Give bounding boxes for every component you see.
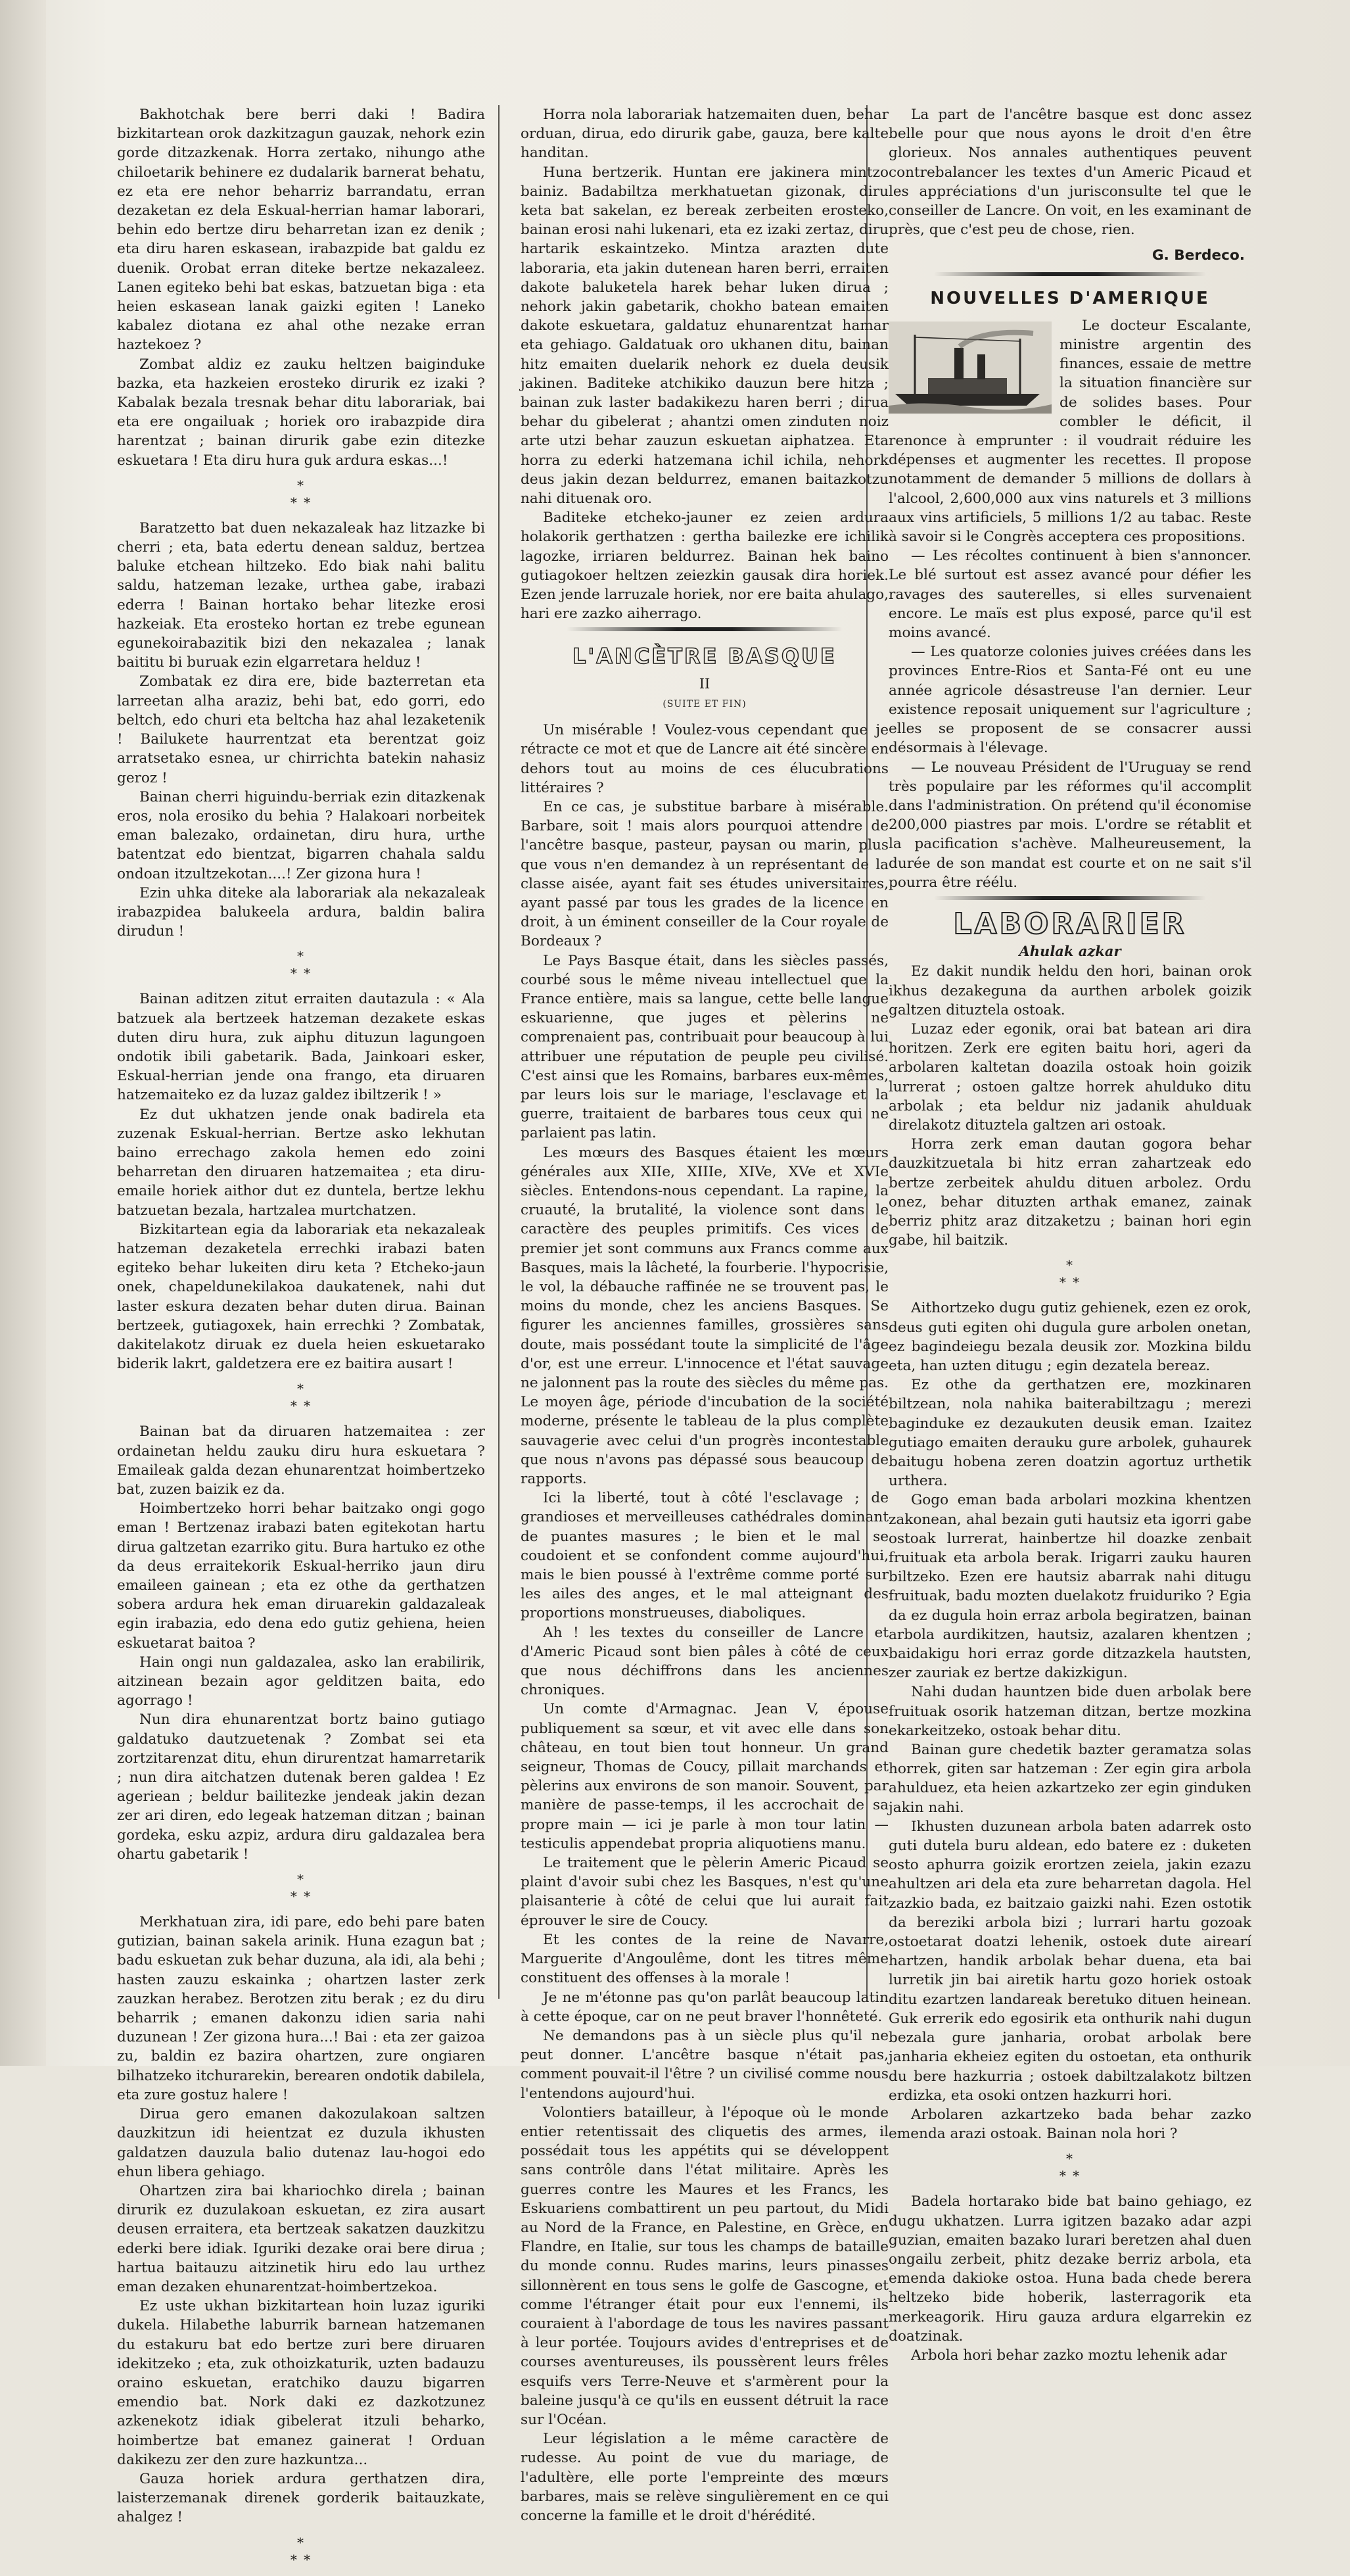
paragraph: Luzaz eder egonik, orai bat batean ari dira horitzen. Zerk ere egiten baitu hori, ageri da arbolaren kaltetan doazila ostoak hoin goizik lurrerat ; ostoen galtze horrek ahulduko ditu arbolak ; eta beldur niz jadanik ahulduak direlakotz dituztela galtzen ari ostoak.: [889, 1020, 1251, 1133]
paragraph: — Les quatorze colonies juives créées dans les provinces Entre-Rios et Santa-Fé ont eu une année agricole désastreuse l'an dernier. Leur existence reposait uniquement sur l'agriculture ; elles se proposent de se consacrer aussi désormais à l'élevage.: [889, 644, 1251, 757]
paragraph: Horra nola laborariak hatzemaiten duen, behar orduan, dirua, edo dirurik gabe, gauza, bere kalte handitan.: [521, 107, 889, 162]
paragraph: Aithortzeko dugu gutiz gehienek, ezen ez orok, deus guti egiten ohi dugula gure arbolen onetan, ez bagindeiegu bezala deusik zor. Mozkina bildu eta, han uzten ditugu ; egin dezatela bereaz.: [889, 1300, 1251, 1374]
paragraph: Baditeke etcheko-jauner ez zeien ardura holakorik gerthatzen : gertha bailezke ere ichilik lagozke, irriaren beldurrez. Bainan hek baino gutiagokoer heltzen zeiezkin gausak dira horiek. Ezen jende larruzale horiek, nor ere baita ahulago, hari ere zazko aiherrago.: [521, 510, 889, 623]
paragraph: Arbolaren azkartzeko bada behar zazko emenda arazi ostoak. Bainan nola hori ?: [889, 2106, 1251, 2143]
paragraph: En ce cas, je substitue barbare à misérable. Barbare, soit ! mais alors pourquoi attendre de l'ancêtre basque, pasteur, paysan ou marin, plus que vous n'en demandez à un représentant de la classe aisée, ayant fait ses études universitaires, ayant passé par tous les grades de la licence en droit, à un éminent conseiller de la Cour royale de Bordeaux ?: [521, 798, 889, 950]
part-note: (SUITE ET FIN): [663, 698, 747, 709]
part-number: II: [699, 675, 710, 692]
paragraph: Bainan aditzen zitut erraiten dautazula : « Ala batzuek ala bertzeek hatzeman dezakete eskas duten diru hura, zuk aiphu dituzun lagungoen ondotik ibili gabetarik. Bada, Jainkoari esker, Eskual-herrian jende ona frango, eta diruaren hatzemaiteko ez da luzaz galdez ibiltzerik ! »: [117, 991, 485, 1104]
paragraph: Baratzetto bat duen nekazaleak haz litzazke bi cherri ; eta, bata edertu denean salduz, bertzea baluke etchean hiltzeko. Edo biak nahi balitu saldu, hatzeman lezake, urthea gabe, irabazi ederra ! Bainan hortako behar litezke erosi hazkeiak. Eta erosteko hortan ez trebe egunean egunekoirabazitik bizi den nekazalea ; lanak baititu bi buruak ezin elgarretara helduz !: [117, 519, 485, 671]
paragraph: Bainan gure chedetik bazter geramatza solas horrek, giten sar hatzeman : Zer egin gira arbola ahulduez, eta heien azkartzeko zer egin ginduken jakin nahi.: [889, 1742, 1251, 1816]
paragraph: Hain ongi nun galdazalea, asko lan erabilirik, aitzinean bezain agor gelditzen baita, edo agorrago !: [117, 1654, 485, 1709]
asterism: * * *: [290, 1381, 312, 1414]
paragraph: Dirua gero emanen dakozulakoan saltzen dauzkitzun idi heientzat ez duzula ikhusten galdatzen dauzula balio dutenaz lau-hogoi edo ehun libera gehiago.: [117, 2106, 485, 2180]
ornamental-rule: [567, 627, 843, 631]
paragraph: Ez dut ukhatzen jende onak badirela eta zuzenak Eskual-herrian. Bertze asko lekhutan baino errechago zakola hemen edo zoini beharretan den diruaren hatzemaitea ; eta diru-emaile horiek aithor dut ez duntela, bertze lekhu batzuetan bezala, hartzalea murtchatzen.: [117, 1106, 485, 1219]
paragraph: Nun dira ehunarentzat bortz baino gutiago galdatuko dautzuetenak ? Zombat sei eta zortzitarenzat ditu, ehun dirurentzat hamarretarik ; nun dira aitchatzen dutenak beren galdea ! Ez ageriean ; beldur bailitezke jendeak jakin dezan zer ari diren, edo legeak hatzeman ditzan ; bainan gordeka, esku azpiz, ardura diru galdazalea bera ohartu gabetarik !: [117, 1711, 485, 1863]
paragraph: Ez uste ukhan bizkitartean hoin luzaz iguriki dukela. Hilabethe laburrik barnean hatzemanen du estakuru bat edo bertze zuri bere diruaren idekitzeko ; eta, zuk othoizkaturik, uzten badauzu oraino eskuetan, eratchiko dauzu bigarren emendio bat. Nork daki ez dazkotzunez azkenekotz idiak gibelerat itzuli beharko, hoimbertze bat emanez gainerat ! Orduan dakikezu zer den zure hazkuntza...: [117, 2298, 485, 2468]
column-rule: [498, 105, 500, 1999]
paragraph: Bizkitartean egia da laborariak eta nekazaleak hatzeman dezaketela errechki irabazi baten egiteko behar lukeiten diru keta ? Etcheko-jaun onek, chapeldunekilakoa daukatenek, nahi dut laster eskura dezaten behar duten dirua. Bainan bertzeek, gutiagoxek, hain errechki ? Zombatak, dakitelakotz diruak ez duela heien eskuetarako biderik lakrt, galdetzera ere ez baitira ausart !: [117, 1221, 485, 1373]
steamship-illustration: [889, 322, 1052, 414]
paragraph: Un comte d'Armagnac. Jean V, épouse publiquement sa sœur, et vit avec elle dans son château, en tout bien tout honneur. Un grand seigneur, Thomas de Coucy, pillait marchands et pèlerins aux environs de son manoir. Souvent, par manière de passe-temps, il les accrochait de sa propre main — ici je parle à mon tour latin — testiculis appendebat propria aliquotiens manu.: [521, 1701, 889, 1852]
paragraph: — Les récoltes continuent à bien s'annoncer. Le blé surtout est assez avancé pour défier les ravages des sauterelles, si elles survenaient encore. Le maïs est plus exposé, parce qu'il est moins avancé.: [889, 548, 1251, 642]
asterism: * * *: [290, 477, 312, 510]
paragraph: Leur législation a le même caractère de rudesse. Au point de vue du mariage, de l'adultère, elle porte l'empreinte des mœurs barbares, mais se relève singulièrement en ce qui concerne la famille et le droit d'hérédité.: [521, 2431, 889, 2524]
paragraph: Ne demandons pas à un siècle plus qu'il ne peut donner. L'ancêtre basque n'était pas, comment pouvait-il l'être ? un civilisé comme nous l'entendons aujourd'hui.: [521, 2027, 889, 2102]
column-2: [521, 105, 889, 2525]
column-3: [889, 105, 1251, 2365]
paragraph: Volontiers batailleur, à l'époque où le monde entier retentissait des cliquetis des armes, il possédait tous les appétits qui se développent sans contrôle dans l'état militaire. Après les guerres contre les Maures et les Francs, les Eskuariens combattirent un peu partout, du Midi au Nord de la France, en Palestine, en Grèce, en Flandre, en Italie, sur tous les champs de bataille du monde connu. Rudes marins, leurs pinasses sillonnèrent en tous sens le golfe de Gascogne, et comme l'étranger était pour eux l'ennemi, ils couraient à l'abordage de tous les navires passant à leur portée. Toujours avides d'entreprises et de courses aventureuses, ils poussèrent leurs frêles esquifs vers Terre-Neuve et s'armèrent pour la baleine jusqu'à ce qu'ils en eussent détruit la race sur l'Océan.: [521, 2104, 889, 2428]
paragraph: Ah ! les textes du conseiller de Lancre et d'Americ Picaud sont bien pâles à côté de ceux que nous déchiffrons dans les anciennes chroniques.: [521, 1624, 889, 1699]
paragraph: Ikhusten duzunean arbola baten adarrek osto guti dutela buru aldean, edo batere ez : duketen osto aphurra goizik erortzen zeiela, jakin ezazu ahultzen ari dela eta zure beharretan dagola. Hel zazkio bada, ez baitzaio gaizki nahi. Ezen ostotik da bereziki arbola bizi ; lurrari hartu gozoak ostoetarat doatzi lehenik, ostoek dute airearí hartzen, handik arbolak behar duena, eta bai lurretik jin bai airetik hartu gozo horiek ostoak ditu ezartzen landareak beretuko dituen heinean. Guk errerik edo egosirik eta onthurik nahi dugun bezala gure janharia, orobat arbolak bere janharia ekheiez egiten du ostoetan, eta onthurik du bere hazkurria ; ostoek dabiltzalakotz biltzen erdizka, eta osoki ontzen hazkurri hori.: [889, 1818, 1251, 2104]
paragraph: Ez othe da gerthatzen ere, mozkinaren biltzean, nola nahika baiterabiltzagu ; merezi baginduke ez dezaukuten deusik eman. Izaitez gutiago emaiten derauku gure arbolek, guhaurek baitugu hobena zeren doatzin agortuz urthetik urthera.: [889, 1377, 1251, 1490]
paragraph: Bainan cherri higuindu-berriak ezin ditazkenak eros, nola erosiko du behia ? Halakoari norbeitek eman balezako, ordainetan, diru hura, urthe batentzat edo bientzat, bigarren chahala saldu ondoan itzultzekotan....! Zer gizona hura !: [117, 788, 485, 882]
asterism: * * *: [290, 2534, 312, 2567]
paragraph: Le traitement que le pèlerin Americ Picaud se plaint d'avoir subi chez les Basques, n'est qu'une plaisanterie à côté de celui que lui aurait fait éprouver le sire de Coucy.: [521, 1855, 889, 1929]
paragraph: Ici la liberté, tout à côté l'esclavage ; de grandioses et merveilleuses cathédrales dominant de puantes masures ; le bien et le mal se coudoient et se confondent comme aujourd'hui, mais le bien poussé à l'extrême comme porté sur les ailes des anges, et le mal atteignant des proportions monstrueuses, diaboliques.: [521, 1490, 889, 1622]
paragraph: Merkhatuan zira, idi pare, edo behi pare baten gutizian, bainan sakela arinik. Huna ezagun bat ; badu eskuetan zuk behar duzuna, ala idi, ala behi ; hasten zauzu eskainka ; ohartzen laster zerk zauzkan herabez. Berotzen zitu berak ; ez du diru beharrik ; emanen dakonzu idien saria nahi duzunean ! Zer gizona hura...! Bai : eta zer gaizoa zu, baldin ez bazira ohartzen, zure ongiaren bilhatzeko itchurarekin, berearen ondotik dabilela, eta zure gostuz halere !: [117, 1914, 485, 2103]
section-title: NOUVELLES D'AMERIQUE: [930, 288, 1210, 308]
asterism: * * *: [290, 1871, 312, 1905]
paragraph: Gogo eman bada arbolari mozkina khentzen zakonean, ahal bezain guti hautsiz eta igorri gabe ostoak lurrerat, hainbertze hil doazke zenbait fruituak eta arbola berak. Irigarri zauku hauren biltzeko. Ezen ere hautsiz abarrak nahi ditugu fruituak, badu mozten duelakotz fruiduriko ? Egia da ez dugula hoin erraz arbola begiratzen, bainan arbola aurdikitzen, hautsiz, azalaren khentzen ; baidakigu hori erraz gorde ditzazkela hautsten, zer zauriak ez bertze dakizkigun.: [889, 1492, 1251, 1682]
paragraph: Badela hortarako bide bat baino gehiago, ez dugu ukhatzen. Lurra igitzen bazako adar azpi guzian, emaiten bazako lurari beretzen ahal duen ongailu zerbeit, phitz dezake berriz arbola, eta emenda dakioke ostoa. Huna bada chede berera heltzeko bide hoberik, lasterragorik eta merkeagorik. Hiru gauza ardura elgarrekin ez doatzinak.: [889, 2193, 1251, 2345]
paragraph: Un misérable ! Voulez-vous cependant que je rétracte ce mot et que de Lancre ait été sincère en dehors tout au moins de ces élucubrations littéraires ?: [521, 722, 889, 796]
paragraph: Les mœurs des Basques étaient les mœurs générales aux XIIe, XIIIe, XIVe, XVe et XVIe siècles. Entendons-nous cependant. La rapine, la cruauté, la brutalité, la violence sont dans le caractère des peuples primitifs. Ces vices de premier jet sont communs aux Francs comme aux Basques, mais la lâcheté, la fourberie. l'hypocrisie, le vol, la débauche raffinée ne se trouvent pas, le moins du monde, chez les anciens Basques. Se figurer les anciennes familles, grossières sans doute, mais possédant toute la simplicité de l'âge d'or, est une erreur. L'innocence et l'état sauvage ne jalonnent pas la route des siècles du même pas. Le moyen âge, période d'incubation de la société moderne, présente le tableau de la plus complète sauvagerie avec celui d'un progrès incontestable que nous n'avons pas dépassé sous beaucoup de rapports.: [521, 1144, 889, 1488]
paragraph: Arbola hori behar zazko moztu lehenik adar: [911, 2347, 1227, 2364]
paragraph: La part de l'ancêtre basque est donc assez belle pour que nous ayons le droit d'en être glorieux. Nos annales authentiques peuvent contrebalancer les textes d'un Americ Picaud et les appréciations d'un jurisconsulte tel que le conseiller de Lancre. On voit, en les examinant de près, que c'est peu de chose, rien.: [889, 107, 1251, 239]
paragraph: Gauza horiek ardura gerthatzen dira, laisterzemanak direnek gorderik baitauzkate, ahalgez !: [117, 2470, 485, 2526]
ornamental-rule: [934, 896, 1206, 900]
paragraph: Huna bertzerik. Huntan ere jakinera mintzo bainiz. Badabiltza merkhatuetan gizonak, diru keta bat sakelan, ez bereak zerbeiten erosteko, bainan erosi nahi lukenari, eta ez izaki zertaz, diru hartarik eskaintzeko. Mintza arazten dute laboraria, eta jakin dutenean haren berri, erraiten dakote baluketela harek behar luken dirua ; nehork jakin gabetarik, chokho batean emaiten dakote eskuetara, galdatuz ehunarentzat hamar eta gehiago. Galdatuak oro ukhanen ditu, bainan hitz emaiten duelarik nehork ez duela deusik jakinen. Baditeke atchikiko dauzun bere hitza ; bainan zuk laster badakikezu haren berri ; dirua behar du gibelerat ; ahantzi omen zinduten noiz arte utzi behar zauzun eskuetan aiphatzea. Eta horra zu ederki hatzemana ichil ichila, nehork deus jakin dezan beldurrez, emanen baitazkotzu nahi dituenak oro.: [521, 164, 889, 508]
section-title: LABORARIER: [953, 907, 1187, 941]
asterism: * * *: [290, 948, 312, 982]
paragraph: Nahi dudan hauntzen bide duen arbolak bere fruituak osorik hatzeman ditzan, bertze mozkina ekarkeitzeko, ostoak behar ditu.: [889, 1684, 1251, 1739]
asterism: * * *: [1059, 2151, 1081, 2184]
page-edge-shadow: [0, 0, 46, 2066]
paragraph: Hoimbertzeko horri behar baitzako ongi gogo eman ! Bertzenaz irabazi baten egitekotan hartu dirua galtzetan ezarriko gitu. Bura hartuko ez othe da deus erraitekorik Eskual-herriko jaun diru emaileen gainean ; eta ez othe da gerthatzen sobera ardura hek eman diruarekin galdazaleak egin irabazia, edo dena edo gutiz gehiena, heien eskuetarat baitoa ?: [117, 1500, 485, 1652]
paragraph: Je ne m'étonne pas qu'on parlât beaucoup latin à cette époque, car on ne peut braver l'honnêteté.: [521, 1989, 889, 2025]
paragraph: — Le nouveau Président de l'Uruguay se rend très populaire par les réformes qu'il accomplit dans l'administration. On prétend qu'il économise 200,000 piastres par mois. L'ordre se rétablit et la pacification s'achève. Malheureusement, la durée de son mandat est courte et on ne sait s'il pourra être réélu.: [889, 759, 1251, 891]
paragraph: Le docteur Escalante, ministre argentin des finances, essaie de mettre la situation financière sur de solides bases. Pour combler le déficit, il renonce à emprunter : il voudrait réduire les dépenses et augmenter les recettes. Il propose notamment de demander 5 millions de dollars à l'alcool, 2,600,000 aux vins naturels et 3 millions aux vins artificiels, 5 millions 1/2 au tabac. Reste à savoir si le Congrès acceptera ces propositions.: [889, 317, 1251, 546]
paragraph: Ohartzen zira bai khariochko direla ; bainan dirurik ez duzulakoan eskuetan, ez zira ausart deusen erraitera, eta bertzeak sakatzen dauzkitzu ederki bere idiak. Iguriki dezake orai bere dirua ; hartua baitauzu aitzinetik hiru edo lau urthez eman dezaken ehunarentzat-hoimbertzekoa.: [117, 2182, 485, 2295]
subheading: Ahulak azkar: [1019, 943, 1121, 960]
paragraph: Bakhotchak bere berri daki ! Badira bizkitartean orok dazkitzagun gauzak, nehork ezin gorde ditzazkenak. Horra zertako, nihungo athe chiloetarik behinere ez dudalarik barnerat behatu, ez eta ere nehor beharriz barrandatu, erran dezaketan ez dela Eskual-herrian hamar laborari, behin edo bertze diru beharretan izan ez denik ; eta diru haren eskasean, irabazpide bat galdu ez duenik. Orobat erran diteke bertze nekazaleez. Lanen egiteko behi bat eskas, batzuetan biga : eta heien eskasean lanak gaizki egiten ! Laneko kabalez diotana ez ahal othe nezake erran haztekoez ?: [117, 107, 485, 354]
paragraph: Bainan bat da diruaren hatzemaitea : zer ordainetan heldu zauku diru hura eskuetara ? Emaileak galda dezan ehunarentzat hoimbertzeko bat, zuzen baizik ez da.: [117, 1423, 485, 1498]
column-1: [117, 105, 485, 2576]
asterism: * * *: [1059, 1257, 1081, 1291]
paragraph: Et les contes de la reine de Navarre, Marguerite d'Angoulême, dont les titres même constituent des offenses à la morale !: [521, 1931, 889, 1987]
paragraph: Horra zerk eman dautan gogora behar dauzkitzuetala bi hitz erran zahartzeak edo bertze zerbeitek ahuldu dituen arbolez. Ordu onez, behar dituzten arthak emanez, zainak berriz phitz araz ditzaketzu ; bainan hori egin gabe, hil baitzik.: [889, 1136, 1251, 1249]
ornamental-rule: [934, 272, 1206, 276]
section-title: L'ANCÈTRE BASQUE: [572, 644, 837, 669]
author-signature: G. Berdeco.: [1152, 247, 1245, 264]
paragraph: Zombatak ez dira ere, bide bazterretan eta larreetan alha araziz, behi bat, edo gorri, edo beltch, edo churi eta beltcha haz ahal lezaketenik ! Bailukete haurrentzat eta berentzat goiz arratsetako esnea, ur chirrichta batekin nahasiz geroz !: [117, 673, 485, 786]
paragraph: Zombat aldiz ez zauku heltzen baiginduke bazka, eta hazkeien erosteko dirurik ez izaki ? Kabalak bezala tresnak behar ditu laborariak, bai eta ere ongailuak ; horiek oro irabazpide dira harentzat ; bainan dirurik gabe ezin ditezke eskuetara ! Eta diru hura guk ardura eskas...!: [117, 356, 485, 469]
paragraph: Le Pays Basque était, dans les siècles passés, courbé sous le même niveau intellectuel que la France entière, mais sa langue, cette belle langue eskuarienne, que juges et pèlerins ne comprenaient pas, contribuait pour beaucoup à lui attribuer une réputation de peuple peu civilisé. C'est ainsi que les Romains, barbares eux-mêmes, par leurs lois sur le mariage, l'esclavage et la guerre, traitaient de barbares tous ceux qui ne parlaient pas latin.: [521, 952, 889, 1142]
paragraph: Ez dakit nundik heldu den hori, bainan orok ikhus dezakeguna da aurthen arbolek goizik galtzen dituztela ostoak.: [889, 963, 1251, 1018]
paragraph: Ezin uhka diteke ala laborariak ala nekazaleak irabazpidea balukeela ardura, baldin balira dirudun !: [117, 884, 485, 940]
